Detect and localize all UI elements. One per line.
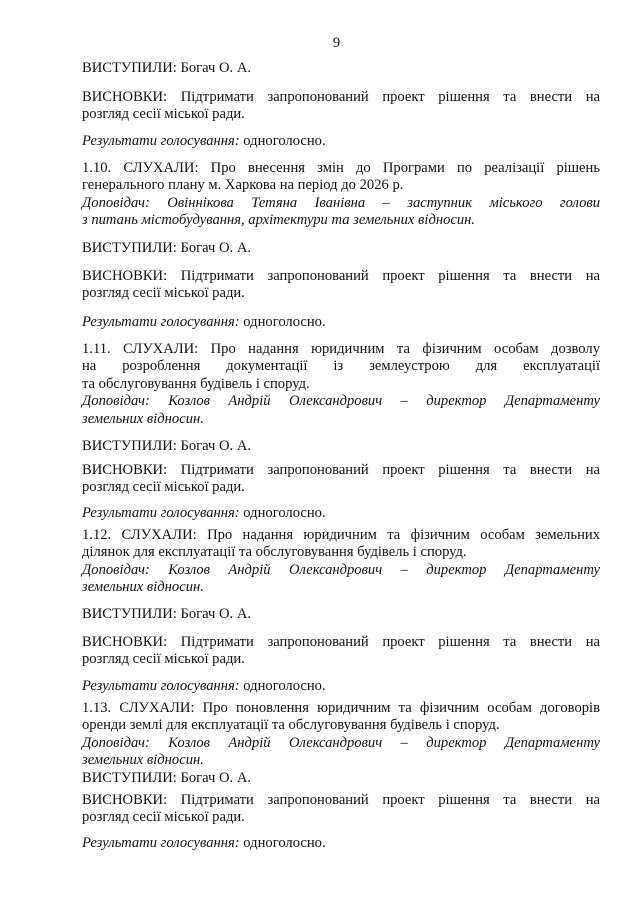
text: оренди землі для експлуатації та обслуговування будівель і споруд.: [82, 717, 500, 734]
text: ділянок для експлуатації та обслуговування будівель і споруд.: [82, 544, 467, 561]
paragraph: [82, 268, 600, 303]
text-line: [82, 160, 600, 177]
text: генерального плану м. Харкова на період до 2026 р.: [82, 177, 404, 194]
paragraph: [82, 700, 600, 770]
text: ВИСТУПИЛИ: Богач О. А.: [82, 770, 252, 786]
paragraph: [82, 160, 600, 230]
text: розгляд сесії міської ради.: [82, 651, 245, 668]
text-line: [82, 651, 600, 668]
text-line: [82, 133, 600, 150]
italic-text: з питань містобудування, архітектури та земельних відносин.: [82, 212, 476, 229]
text-line: [82, 527, 600, 544]
text: ВИСТУПИЛИ: Богач О. А.: [82, 60, 252, 76]
text-line: [82, 106, 600, 123]
text: розгляд сесії міської ради.: [82, 106, 245, 123]
text-line: [82, 358, 600, 375]
text: розгляд сесії міської ради.: [82, 809, 245, 826]
text-line: [82, 579, 600, 596]
text-line: [82, 717, 600, 734]
paragraph: [82, 341, 600, 428]
paragraph: [82, 133, 600, 150]
text-line: [82, 285, 600, 302]
text: одноголосно.: [239, 835, 326, 851]
text: ВИСНОВКИ: Підтримати запропонований проект рішення та внести на: [82, 462, 600, 478]
text: одноголосно.: [239, 133, 326, 149]
text: на розроблення документації із землеустрою для експлуатації: [82, 358, 600, 375]
text: ВИСНОВКИ: Підтримати запропонований проект рішення та внести на: [82, 268, 600, 284]
text: ВИСТУПИЛИ: Богач О. А.: [82, 606, 252, 622]
text-line: [82, 462, 600, 479]
text: 1.13. СЛУХАЛИ: Про поновлення юридичним та фізичним особам договорів: [82, 700, 600, 716]
text: ВИСНОВКИ: Підтримати запропонований проект рішення та внести на: [82, 89, 600, 105]
text: розгляд сесії міської ради.: [82, 285, 245, 302]
text: ВИСТУПИЛИ: Богач О. А.: [82, 438, 252, 454]
paragraph: [82, 770, 600, 787]
text: ВИСНОВКИ: Підтримати запропонований проект рішення та внести на: [82, 634, 600, 650]
paragraph: [82, 505, 600, 522]
text-line: [82, 376, 600, 393]
text-line: [82, 606, 600, 623]
text-line: [82, 634, 600, 651]
text: ВИСНОВКИ: Підтримати запропонований проект рішення та внести на: [82, 792, 600, 808]
text-line: [82, 792, 600, 809]
text-line: [82, 735, 600, 752]
text-line: [82, 809, 600, 826]
text-line: [82, 393, 600, 410]
text-line: [82, 212, 600, 229]
text: 1.10. СЛУХАЛИ: Про внесення змін до Програми по реалізації рішень: [82, 160, 600, 176]
paragraph: [82, 240, 600, 257]
italic-text: земельних відносин.: [82, 752, 204, 769]
text-line: [82, 678, 600, 695]
text-line: [82, 177, 600, 194]
italic-text: Доповідач: Козлов Андрій Олександрович – директор Департаменту: [82, 561, 600, 578]
text: 1.12. СЛУХАЛИ: Про надання юридичним та фізичним особам земельних: [82, 527, 600, 543]
text-line: [82, 240, 600, 257]
italic-text: Доповідач: Козлов Андрій Олександрович – директор Департаменту: [82, 734, 600, 751]
italic-text: Результати голосування:: [82, 505, 240, 521]
paragraph: [82, 678, 600, 695]
text: та обслуговування будівель і споруд.: [82, 375, 310, 392]
text-line: [82, 479, 600, 496]
paragraph: [82, 835, 600, 852]
italic-text: Результати голосування:: [82, 678, 240, 694]
text: розгляд сесії міської ради.: [82, 479, 245, 496]
italic-text: земельних відносин.: [82, 410, 204, 427]
text-line: [82, 544, 600, 561]
text: 1.11. СЛУХАЛИ: Про надання юридичним та фізичним особам дозволу: [82, 341, 600, 357]
italic-text: земельних відносин.: [82, 579, 204, 596]
text-line: [82, 195, 600, 212]
text: одноголосно.: [239, 314, 326, 330]
text-line: [82, 89, 600, 106]
paragraph: [82, 89, 600, 124]
text-line: [82, 60, 600, 77]
paragraph: [82, 634, 600, 669]
text-line: [82, 411, 600, 428]
text: одноголосно.: [239, 678, 326, 694]
text-line: [82, 835, 600, 852]
text-line: [82, 770, 600, 787]
italic-text: Доповідач: Козлов Андрій Олександрович – директор Департаменту: [82, 393, 600, 410]
paragraph: [82, 527, 600, 597]
text-line: [82, 700, 600, 717]
page-number: 9: [332, 35, 341, 51]
paragraph: [82, 792, 600, 827]
italic-text: Результати голосування:: [82, 133, 240, 149]
paragraph: [82, 606, 600, 623]
text: одноголосно.: [239, 505, 326, 521]
paragraph: [82, 60, 600, 77]
text-line: [82, 341, 600, 358]
text-line: [82, 314, 600, 331]
italic-text: Доповідач: Овіннікова Тетяна Іванівна – заступник міського голови: [82, 194, 600, 211]
text-line: [82, 562, 600, 579]
paragraph: [82, 314, 600, 331]
text-line: [82, 438, 600, 455]
text-line: [82, 752, 600, 769]
text-line: [82, 268, 600, 285]
paragraph: [82, 438, 600, 455]
italic-text: Результати голосування:: [82, 314, 240, 330]
text: ВИСТУПИЛИ: Богач О. А.: [82, 240, 252, 256]
paragraph: [82, 462, 600, 497]
italic-text: Результати голосування:: [82, 835, 240, 851]
text-line: [82, 505, 600, 522]
